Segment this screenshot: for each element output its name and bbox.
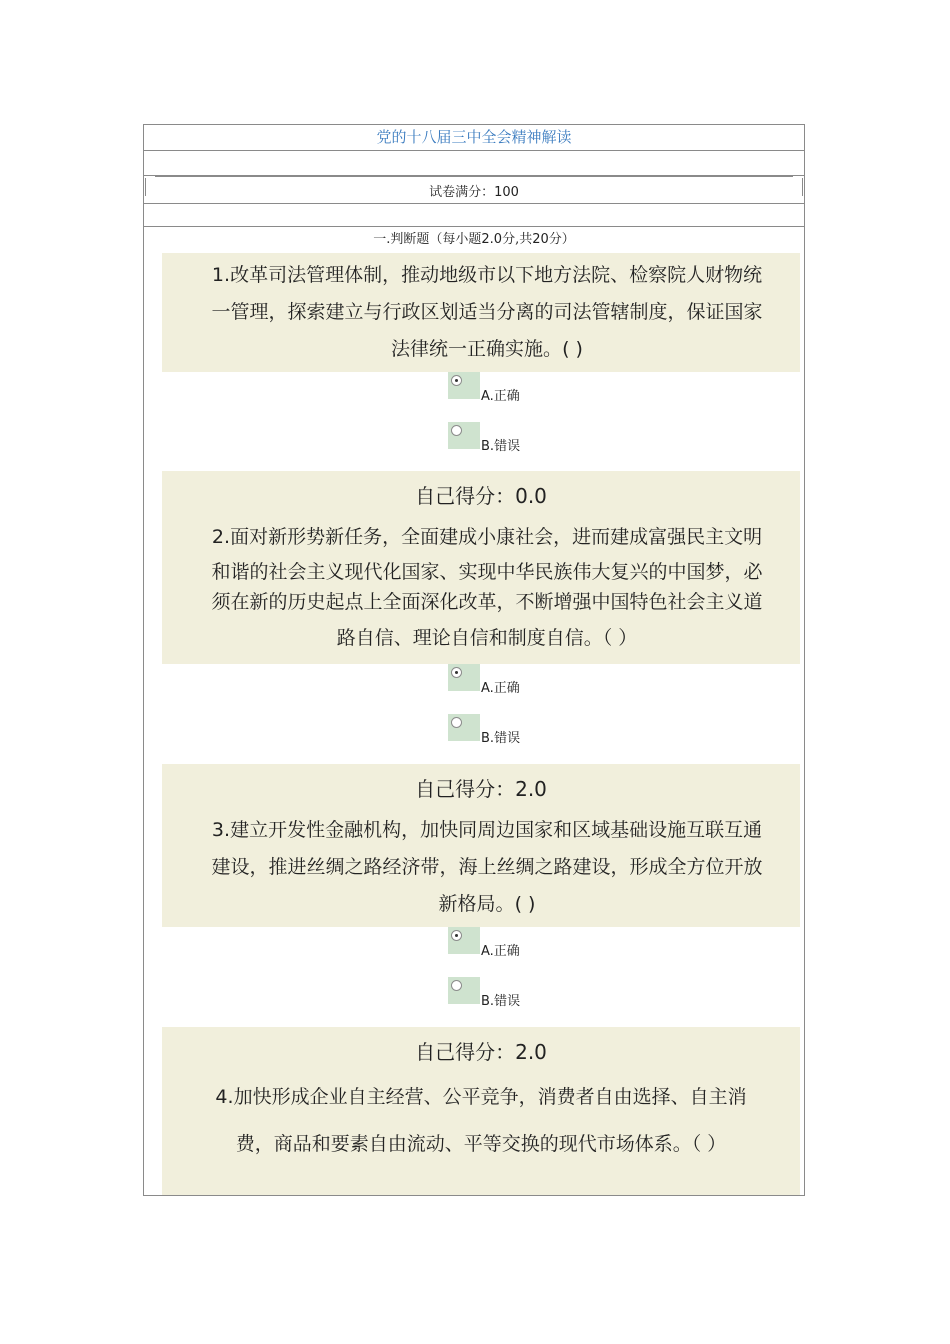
question-3 (162, 812, 800, 927)
option-label (481, 940, 520, 959)
radio-unchecked-icon[interactable] (451, 717, 462, 728)
option-label (481, 435, 520, 454)
option-label (481, 385, 520, 404)
radio-unchecked-icon[interactable] (451, 425, 462, 436)
full-score-label (144, 181, 804, 200)
answer-blank: ( ) (514, 893, 536, 915)
option-text: 错误 (494, 994, 521, 1009)
own-score-value: 0.0 (515, 484, 547, 508)
question-text: 建立开发性金融机构，加快同周边国家和区域基础设施互联互通 (230, 819, 763, 841)
question-text: 加快形成企业自主经营、公平竞争，消费者自由选择、自主消 (233, 1086, 747, 1108)
full-score-text: 试卷满分： (429, 185, 495, 200)
option-letter: A. (481, 389, 494, 404)
option-b[interactable] (144, 422, 804, 472)
question-line: 须在新的历史起点上全面深化改革，不断增强中国特色社会主义道 (211, 591, 763, 613)
option-label (481, 990, 520, 1009)
own-score-1 (162, 471, 800, 519)
radio-checked-icon[interactable] (451, 667, 462, 678)
own-score-value: 2.0 (515, 777, 547, 801)
radio-unchecked-icon[interactable] (451, 980, 462, 991)
option-b[interactable] (144, 977, 804, 1027)
section-mid: 分,共 (502, 232, 533, 247)
exam-title: 党的十八届三中全会精神解读 (144, 125, 804, 151)
option-label (481, 727, 520, 746)
option-letter: A. (481, 681, 494, 696)
option-a[interactable] (144, 664, 804, 714)
question-line (174, 331, 800, 368)
own-score-2 (162, 764, 800, 812)
option-text: 错误 (494, 731, 521, 746)
option-text: 错误 (494, 439, 521, 454)
option-a[interactable] (144, 927, 804, 977)
question-number: 4. (215, 1086, 234, 1108)
question-line (174, 257, 800, 294)
question-line (174, 812, 800, 849)
option-text: 正确 (493, 944, 520, 959)
question-number: 1. (211, 264, 231, 286)
full-score-row (144, 176, 804, 204)
full-score-value: 100 (494, 185, 519, 200)
question-text: 法律统一正确实施。 (391, 338, 563, 360)
own-score-label: 自己得分： (415, 1040, 516, 1064)
section-header (144, 227, 804, 253)
question-text: 改革司法管理体制，推动地级市以下地方法院、检察院人财物统 (230, 264, 763, 286)
section-total-score: 20 (532, 232, 549, 247)
blank-row (144, 151, 804, 176)
section-suffix: 分） (548, 232, 575, 247)
option-letter: B. (481, 731, 495, 746)
radio-checked-icon[interactable] (451, 930, 462, 941)
question-text: 新格局。 (438, 893, 515, 915)
own-score-value: 2.0 (515, 1040, 547, 1064)
own-score-label: 自己得分： (415, 484, 516, 508)
question-4 (162, 1075, 800, 1196)
question-line (162, 1075, 800, 1119)
question-line (174, 519, 800, 556)
question-2 (162, 519, 800, 664)
option-a[interactable] (144, 372, 804, 422)
question-line: 建设，推进丝绸之路经济带，海上丝绸之路建设，形成全方位开放 (211, 856, 763, 878)
own-score-3 (162, 1027, 800, 1075)
option-letter: B. (481, 439, 495, 454)
radio-checked-icon[interactable] (451, 375, 462, 386)
option-text: 正确 (493, 389, 520, 404)
section-prefix: 一.判断题（每小题 (373, 232, 482, 247)
question-line: 一管理，探索建立与行政区划适当分离的司法管辖制度，保证国家 (211, 301, 763, 323)
question-number: 2. (211, 526, 231, 548)
question-line: 费，商品和要素自由流动、平等交换的现代市场体系。（ ） (235, 1133, 727, 1155)
question-number: 3. (211, 819, 231, 841)
option-b[interactable] (144, 714, 804, 764)
question-1 (162, 253, 800, 372)
blank-row (144, 204, 804, 227)
question-line: 和谐的社会主义现代化国家、实现中华民族伟大复兴的中国梦，必 (211, 561, 763, 583)
option-text: 正确 (493, 681, 520, 696)
option-letter: B. (481, 994, 495, 1009)
question-text: 面对新形势新任务，全面建成小康社会，进而建成富强民主文明 (230, 526, 763, 548)
exam-frame (143, 124, 805, 1196)
own-score-label: 自己得分： (415, 777, 516, 801)
section-per-score: 2.0 (481, 232, 503, 247)
answer-blank: ( ) (562, 338, 583, 360)
question-line: 路自信、理论自信和制度自信。（ ） (336, 627, 638, 649)
option-letter: A. (481, 944, 494, 959)
option-label (481, 677, 520, 696)
question-line (174, 886, 800, 923)
